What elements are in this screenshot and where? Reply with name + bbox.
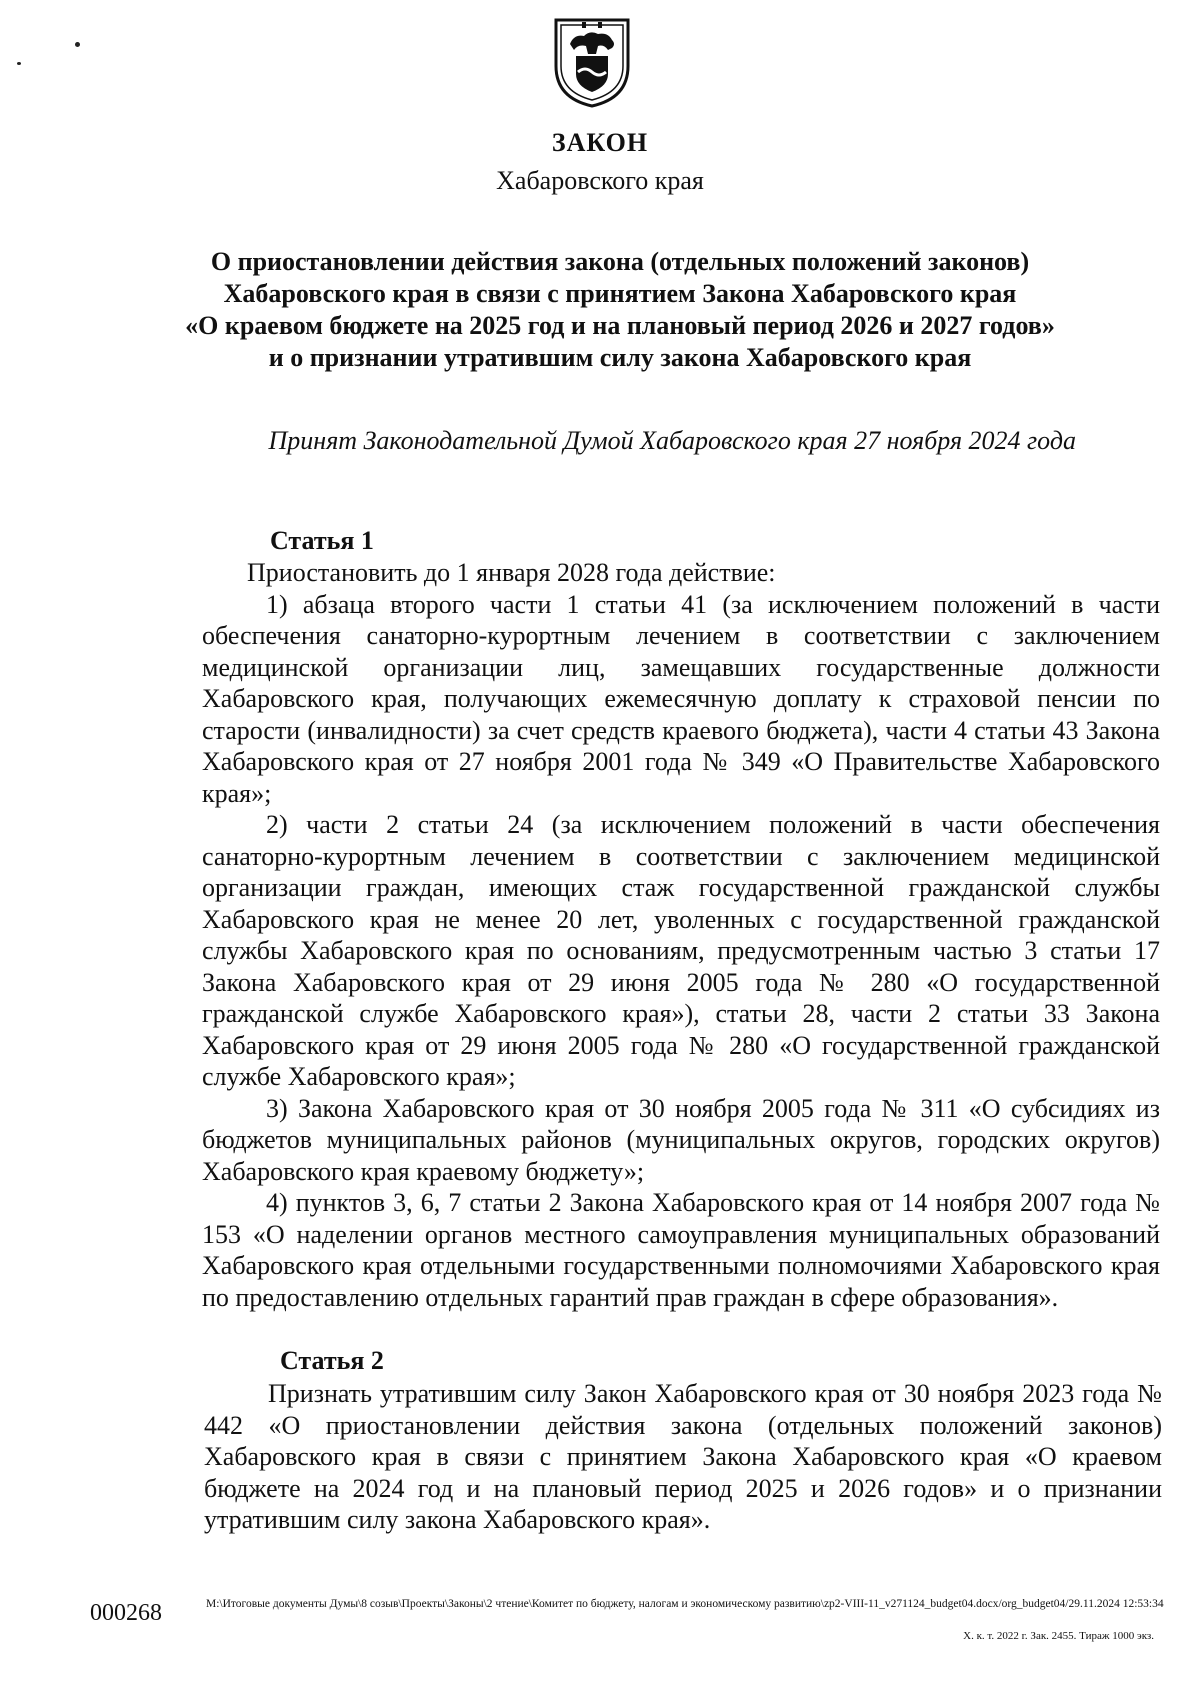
- print-info: Х. к. т. 2022 г. Зак. 2455. Тираж 1000 экз.: [963, 1630, 1154, 1642]
- article-paragraph: 4) пунктов 3, 6, 7 статьи 2 Закона Хабаровского края от 14 ноября 2007 года № 153 «О наделении органов местного самоуправления муниципальных образований Хабаровского края отдельными государственными полномочиями Хабаровского края по предоставлению отдельных гарантий прав граждан в сфере образования».: [202, 1188, 1160, 1312]
- document-number: 000268: [90, 1600, 162, 1626]
- article-1-body: [202, 557, 1160, 1313]
- file-path: M:\Итоговые документы Думы\8 созыв\Проекты\Законы\2 чтение\Комитет по бюджету, налогам и экономическому развитию\zp2-VIII-11_v271124_budget04.docx/org_budget04/29.11.2024 12:53:34: [206, 1598, 1164, 1610]
- coat-of-arms-icon: [552, 14, 632, 110]
- article-1-heading: Статья 1: [270, 526, 374, 555]
- scan-speck: [17, 62, 21, 65]
- article-2-heading: Статья 2: [280, 1346, 384, 1375]
- article-paragraph: 2) части 2 статьи 24 (за исключением положений в части обеспечения санаторно-курортным лечением в соответствии с заключением медицинской организации граждан, имеющих стаж государственной гражданской службы Хабаровского края не менее 20 лет, уволенных с государственной гражданской службы Хабаровского края по основаниям, предусмотренным частью 3 статьи 17 Закона Хабаровского края от 29 июня 2005 года № 280 «О государственной гражданской службе Хабаровского края»), статьи 28, части 2 статьи 33 Закона Хабаровского края от 29 июня 2005 года № 280 «О государственной гражданской службе Хабаровского края»;: [202, 810, 1160, 1091]
- scan-speck: [75, 42, 80, 47]
- adoption-note: Принят Законодательной Думой Хабаровского края 27 ноября 2024 года: [268, 426, 1076, 455]
- law-title-line: и о признании утратившим силу закона Хабаровского края: [268, 343, 972, 372]
- article-paragraph: Приостановить до 1 января 2028 года действие:: [247, 558, 776, 587]
- region-name: Хабаровского края: [496, 166, 704, 195]
- law-title-line: Хабаровского края в связи с принятием Закона Хабаровского края: [223, 279, 1017, 308]
- article-paragraph: Признать утратившим силу Закон Хабаровского края от 30 ноября 2023 года № 442 «О приостановлении действия закона (отдельных положений законов) Хабаровского края в связи с принятием Закона Хабаровского края «О краевом бюджете на 2024 год и на плановый период 2025 и 2026 годов» и о признании утратившим силу закона Хабаровского края».: [204, 1379, 1162, 1534]
- article-2-body: [204, 1378, 1162, 1536]
- document-type: ЗАКОН: [551, 128, 649, 157]
- article-paragraph: 1) абзаца второго части 1 статьи 41 (за исключением положений в части обеспечения санаторно-курортным лечением в соответствии с заключением медицинской организации лиц, замещавших государственные должности Хабаровского края, получающих ежемесячную доплату к страховой пенсии по старости (инвалидности) за счет средств краевого бюджета), части 4 статьи 43 Закона Хабаровского края от 27 ноября 2001 года № 349 «О Правительстве Хабаровского края»;: [202, 589, 1160, 808]
- law-title-line: О приостановлении действия закона (отдельных положений законов): [210, 247, 1030, 276]
- article-paragraph: 3) Закона Хабаровского края от 30 ноября 2005 года № 311 «О субсидиях из бюджетов муниципальных районов (муниципальных округов, городских округов) Хабаровского края краевому бюджету»;: [202, 1093, 1160, 1186]
- law-title: [180, 246, 1060, 374]
- law-title-line: «О краевом бюджете на 2025 год и на плановый период 2026 и 2027 годов»: [185, 311, 1055, 340]
